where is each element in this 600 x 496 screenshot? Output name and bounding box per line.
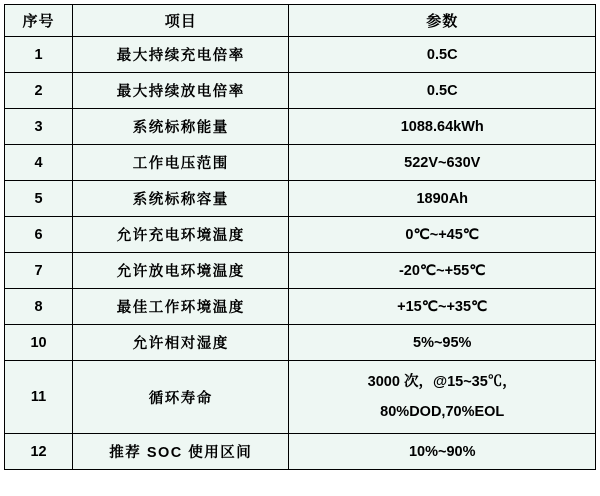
cell-index: 3	[5, 109, 73, 145]
column-header-parameter: 参数	[289, 5, 596, 37]
table-row	[5, 109, 596, 145]
cell-index: 4	[5, 145, 73, 181]
table-row	[5, 217, 596, 253]
cell-index: 8	[5, 289, 73, 325]
column-header-index: 序号	[5, 5, 73, 37]
cell-index: 12	[5, 434, 73, 470]
cell-parameter-line: 10%~90%	[408, 443, 476, 460]
cell-index: 6	[5, 217, 73, 253]
cell-parameter-line: 522V~630V	[404, 154, 481, 171]
table-row	[5, 145, 596, 181]
cell-index: 1	[5, 37, 73, 73]
cell-index: 5	[5, 181, 73, 217]
cell-parameter-line: -20℃~+55℃	[398, 262, 486, 279]
cell-parameter	[289, 145, 596, 181]
table-row	[5, 181, 596, 217]
cell-parameter	[289, 181, 596, 217]
table-row	[5, 361, 596, 434]
cell-parameter	[289, 109, 596, 145]
table-row	[5, 434, 596, 470]
cell-parameter-line: 80%DOD,70%EOL	[380, 404, 505, 420]
cell-parameter-line: 0.5C	[426, 82, 458, 99]
cell-parameter	[289, 217, 596, 253]
cell-item: 最大持续放电倍率	[73, 73, 289, 109]
cell-parameter-line: 0.5C	[426, 46, 458, 63]
cell-item: 循环寿命	[73, 361, 289, 434]
cell-parameter	[289, 434, 596, 470]
column-header-item: 项目	[73, 5, 289, 37]
table-row	[5, 253, 596, 289]
table-row	[5, 325, 596, 361]
table-row	[5, 289, 596, 325]
cell-item: 允许相对湿度	[73, 325, 289, 361]
cell-parameter	[289, 325, 596, 361]
table-header-row	[5, 5, 596, 37]
cell-parameter-line: 3000 次，@15~35℃，	[367, 374, 517, 390]
cell-parameter-line: +15℃~+35℃	[397, 298, 488, 315]
table-row	[5, 37, 596, 73]
cell-parameter-line: 0℃~+45℃	[405, 226, 480, 243]
cell-parameter	[289, 73, 596, 109]
cell-item: 最大持续充电倍率	[73, 37, 289, 73]
cell-item: 推荐 SOC 使用区间	[73, 434, 289, 470]
cell-index: 7	[5, 253, 73, 289]
cell-parameter	[289, 253, 596, 289]
cell-item: 最佳工作环境温度	[73, 289, 289, 325]
cell-item: 允许充电环境温度	[73, 217, 289, 253]
cell-item: 允许放电环境温度	[73, 253, 289, 289]
specification-table	[4, 4, 596, 470]
cell-parameter	[289, 37, 596, 73]
cell-item: 系统标称容量	[73, 181, 289, 217]
cell-index: 2	[5, 73, 73, 109]
cell-index: 11	[5, 361, 73, 434]
cell-item: 工作电压范围	[73, 145, 289, 181]
cell-item: 系统标称能量	[73, 109, 289, 145]
cell-parameter-line: 1088.64kWh	[400, 118, 484, 135]
cell-parameter-line: 5%~95%	[413, 334, 472, 351]
cell-parameter	[289, 361, 596, 434]
cell-parameter-line: 1890Ah	[416, 190, 469, 207]
table-row	[5, 73, 596, 109]
cell-index: 10	[5, 325, 73, 361]
cell-parameter	[289, 289, 596, 325]
